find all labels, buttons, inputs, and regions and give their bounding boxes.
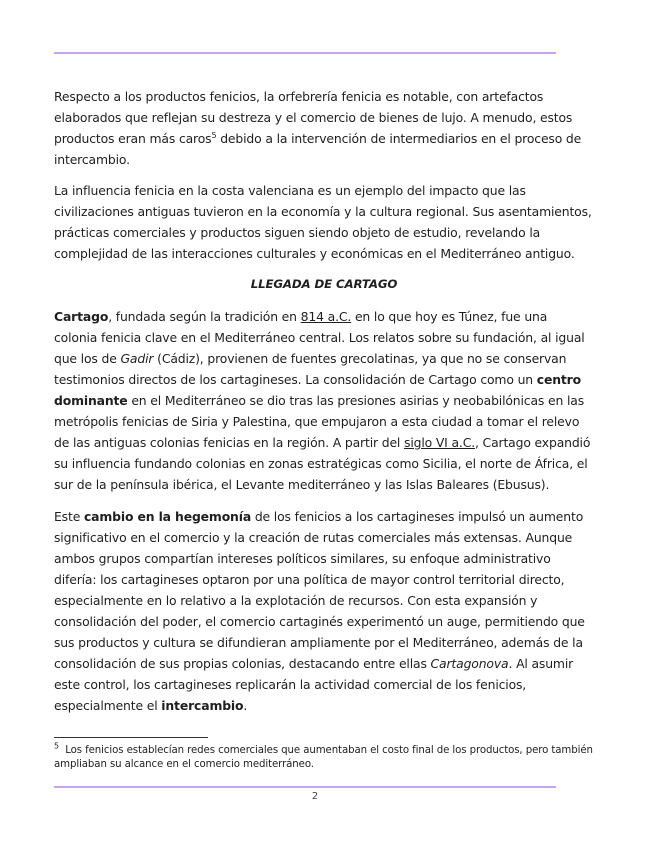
footnote-number: 5 bbox=[54, 741, 59, 751]
date-siglo-vi: siglo VI a.C. bbox=[404, 435, 475, 450]
footnote-reference[interactable]: 5 bbox=[211, 130, 217, 140]
paragraph-hegemonia: Este cambio en la hegemonía de los fenicios a los cartagineses impulsó un aumento significativo en el comercio y la creación de rutas comerciales más extensas. Aunque ambos grupos compartían intereses políticos similares, su enfoque administrativo difería: los cartagineses optaron por una política de mayor control territorial directo, especialmente en lo relativo a la explotación de recursos. Con esta expansión y consolidación del poder, el comercio cartaginés experimentó un auge, permitiendo que sus productos y cultura se difundieran ampliamente por el Mediterráneo, además de la consolidación de sus propias colonias, destacando entre ellas Cartagonova. Al asumir este control, los cartagineses replicarán la actividad comercial de los fenicios, especialmente el intercambio. bbox=[54, 509, 585, 713]
paragraph-cartago: Cartago, fundada según la tradición en 814 a.C. en lo que hoy es Túnez, fue una colonia fenicia clave en el Mediterráneo central. Los relatos sobre su fundación, al igual que los de Gadir (Cádiz), provienen de fuentes grecolatinas, ya que no se conservan testimonios directos de los cartagineses. La consolidación de Cartago como un centro dominante en el Mediterráneo se dio tras las presiones asirias y neobabilónicas en las metrópolis fenicias de Siria y Palestina, que empujaron a esta ciudad a tomar el relevo de las antiguas colonias fenicias en la región. A partir del siglo VI a.C., Cartago expandió su influencia fundando colonias en zonas estratégicas como Sicilia, el norte de África, el sur de la península ibérica, el Levante mediterráneo y las Islas Baleares (Ebusus). bbox=[54, 309, 591, 492]
footnote bbox=[54, 741, 594, 772]
paragraph-orfebreria: Respecto a los productos fenicios, la orfebrería fenicia es notable, con artefactos elaborados que reflejan su destreza y el comercio de bienes de lujo. A menudo, estos productos eran más caros$^5$ debido a la intervención de intermediarios en el proceso de intercambio. bbox=[54, 89, 582, 167]
paragraph-influencia: La influencia fenicia en la costa valenciana es un ejemplo del impacto que las civilizaciones antiguas tuvieron en la economía y la cultura regional. Sus asentamientos, prácticas comerciales y productos siguen siendo objeto de estudio, revelando la complejidad de las interacciones culturales y económicas en el Mediterráneo antiguo. bbox=[54, 183, 592, 261]
footer-rule bbox=[54, 786, 556, 788]
section-heading: LLEGADA DE CARTAGO bbox=[250, 277, 398, 291]
header-rule bbox=[54, 52, 556, 54]
date-814: 814 a.C. bbox=[300, 309, 352, 324]
footnote-text: Los fenicios establecían redes comerciales que aumentaban el costo final de los productos, pero también ampliaban su alcance en el comercio mediterráneo. bbox=[54, 745, 593, 770]
page-number: 2 bbox=[311, 791, 319, 802]
footnote-separator bbox=[54, 737, 208, 738]
page-body bbox=[54, 86, 594, 726]
